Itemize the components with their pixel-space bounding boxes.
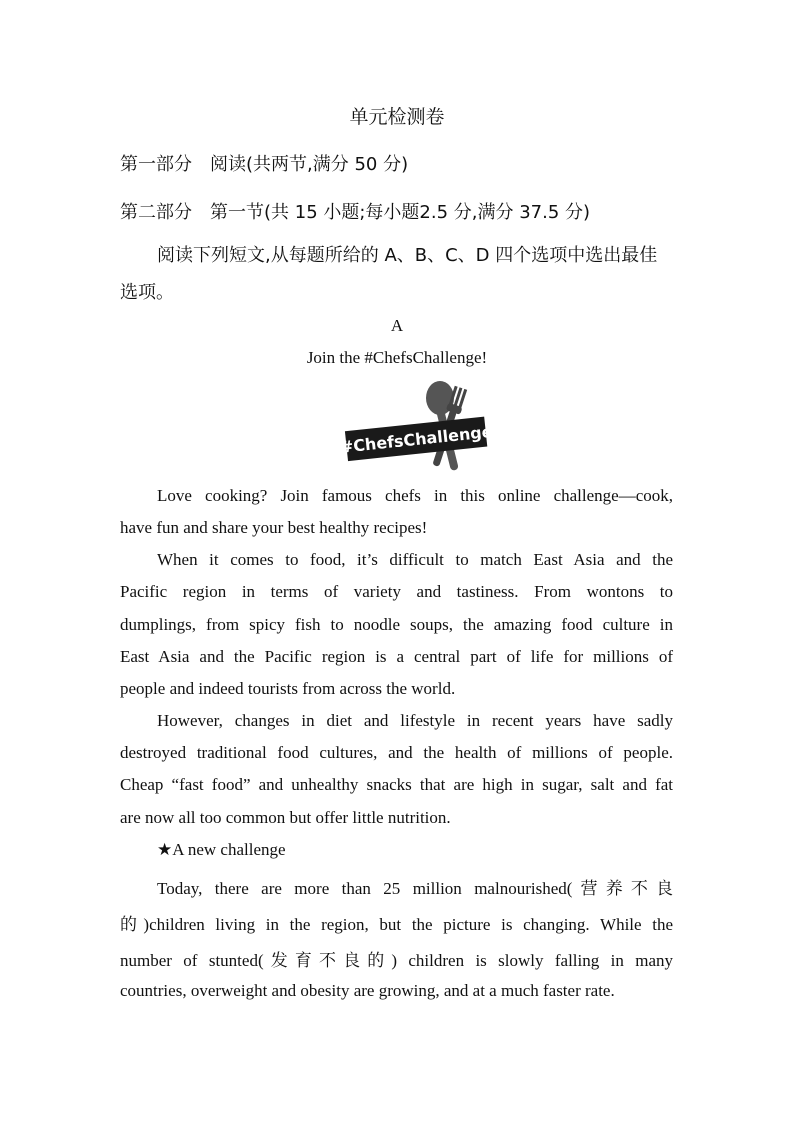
p3-line-2: destroyed traditional food cultures, and the health of millions of people. [120, 743, 673, 762]
chefs-challenge-logo [340, 380, 490, 474]
p4-line-1: Today, there are more than 25 million malnourished(营养不良 [157, 879, 673, 898]
p4-line-2: 的)children living in the region, but the picture is changing. While the [120, 915, 673, 934]
p2-line-2: Pacific region in terms of variety and tastiness. From wontons to [120, 582, 673, 601]
section-letter: A [390, 316, 404, 335]
p2-line-5: people and indeed tourists from across the world. [120, 679, 456, 698]
part-one-label: 第一部分 [120, 154, 192, 175]
p1-line-2: have fun and share your best healthy recipes! [120, 518, 428, 537]
p4-line-3: number of stunted(发育不良的) children is slowly falling in many [120, 951, 673, 970]
spoon-fork-icon [340, 380, 490, 474]
part-two-text: 第一节(共 15 小题;每小题2.5 分,满分 37.5 分) [210, 202, 591, 223]
p4-line-4: countries, overweight and obesity are growing, and at a much faster rate. [120, 981, 615, 1000]
page-title: 单元检测卷 [349, 106, 445, 128]
p2-line-1: When it comes to food, it’s difficult to match East Asia and the [157, 550, 673, 569]
part-two-heading [120, 198, 590, 224]
p3-line-4: are now all too common but offer little nutrition. [120, 808, 451, 827]
p3-line-1: However, changes in diet and lifestyle in recent years have sadly [157, 711, 673, 730]
instructions-line-1: 阅读下列短文,从每题所给的 A、B、C、D 四个选项中选出最佳 [157, 245, 658, 266]
p2-line-4: East Asia and the Pacific region is a central part of life for millions of [120, 647, 673, 666]
p2-line-3: dumplings, from spicy fish to noodle soups, the amazing food culture in [120, 615, 673, 634]
article-title: Join the #ChefsChallenge! [306, 348, 488, 367]
part-one-text: 阅读(共两节,满分 50 分) [210, 154, 409, 175]
part-two-label: 第二部分 [120, 202, 192, 223]
logo-text: #ChefsChallenge [340, 421, 490, 457]
p3-line-3: Cheap “fast food” and unhealthy snacks that are high in sugar, salt and fat [120, 775, 673, 794]
instructions-line-2: 选项。 [120, 282, 174, 303]
part-one-heading [120, 150, 408, 176]
p1-line-1: Love cooking? Join famous chefs in this online challenge—cook, [157, 486, 673, 505]
subheading: ★A new challenge [157, 840, 286, 859]
